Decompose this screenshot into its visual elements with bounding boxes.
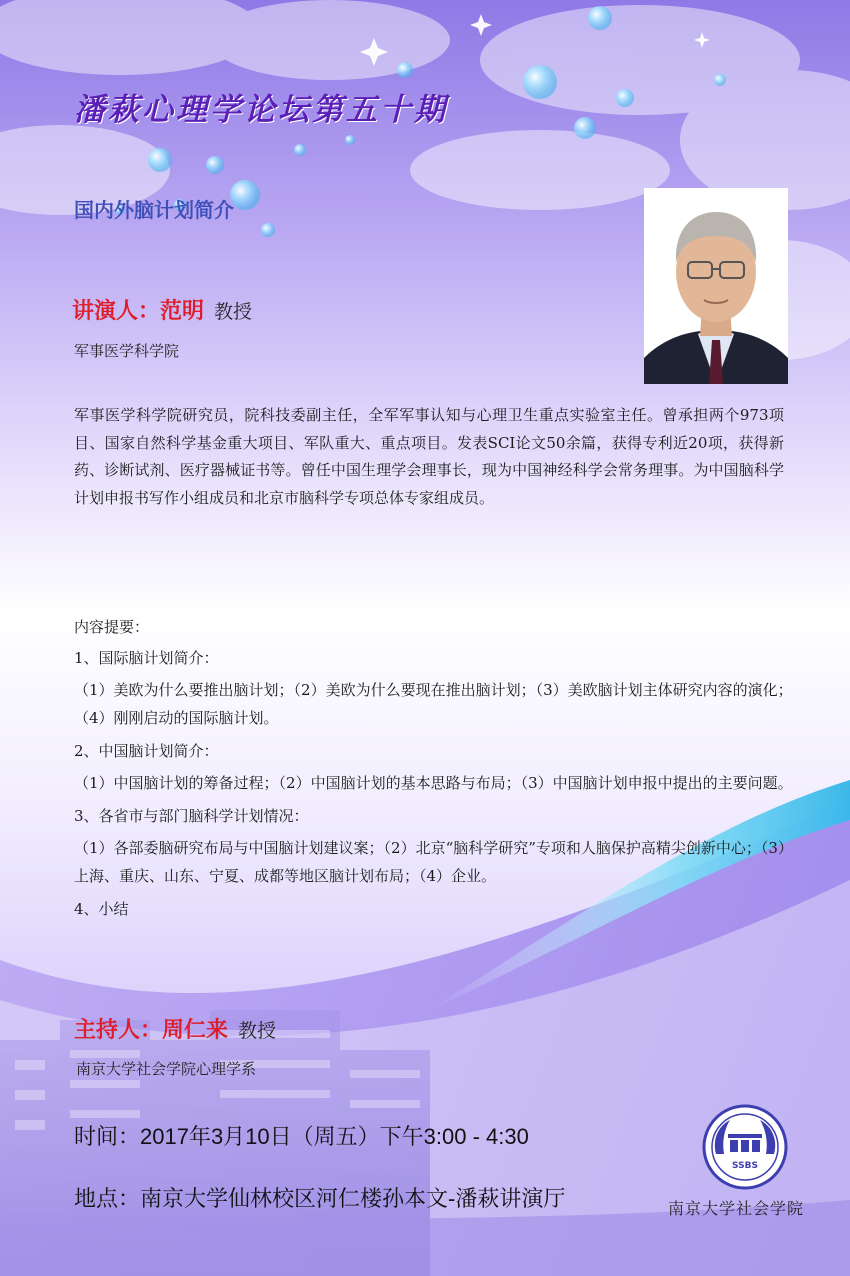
speaker-title: 教授 bbox=[214, 301, 253, 323]
host-affiliation: 南京大学社会学院心理学系 bbox=[76, 1060, 257, 1078]
outline-section-title: 4、小结 bbox=[74, 900, 129, 918]
outline-section-body: （1）各部委脑研究布局与中国脑计划建议案；（2）北京“脑科学研究”专项和人脑保护高精尖创新中心；（3）上海、重庆、山东、宁夏、成都等地区脑计划布局；（4）企业。 bbox=[74, 839, 793, 885]
event-location: 地点：南京大学仙林校区河仁楼孙本文-潘萩讲演厅 bbox=[74, 1186, 566, 1211]
school-emblem-icon bbox=[702, 1104, 788, 1190]
host-line bbox=[74, 1013, 276, 1044]
outline-heading: 内容提要： bbox=[74, 618, 150, 636]
forum-title: 潘萩心理学论坛第五十期 bbox=[74, 92, 448, 128]
speaker-label: 讲演人：范明 bbox=[72, 299, 205, 324]
outline-section-body: （1）中国脑计划的筹备过程；（2）中国脑计划的基本思路与布局；（3）中国脑计划申报中提出的主要问题。 bbox=[74, 774, 793, 792]
host-label: 主持人：周仁来 bbox=[74, 1018, 229, 1043]
outline-section-body: （1）美欧为什么要推出脑计划；（2）美欧为什么要现在推出脑计划；（3）美欧脑计划主体研究内容的演化；（4）刚刚启动的国际脑计划。 bbox=[74, 681, 793, 727]
talk-outline bbox=[74, 612, 794, 925]
outline-section-title: 2、中国脑计划简介： bbox=[74, 742, 219, 760]
speaker-line bbox=[72, 294, 252, 325]
speaker-bio: 军事医学科学院研究员，院科技委副主任，全军军事认知与心理卫生重点实验室主任。曾承担两个973项目、国家自然科学基金重大项目、军队重大、重点项目。发表SCI论文50余篇，获得专利近20项，获得新药、诊断试剂、医疗器械证书等。曾任中国生理学会理事长，现为中国神经科学会常务理事。为中国脑科学计划申报书写作小组成员和北京市脑科学专项总体专家组成员。 bbox=[74, 406, 784, 507]
logo-text: SSBS bbox=[732, 1161, 758, 1171]
speaker-photo bbox=[644, 188, 788, 384]
outline-section-title: 1、国际脑计划简介： bbox=[74, 649, 219, 667]
outline-section-title: 3、各省市与部门脑科学计划情况： bbox=[74, 807, 309, 825]
talk-title: 国内外脑计划简介 bbox=[74, 198, 234, 222]
organizer-name: 南京大学社会学院 bbox=[668, 1199, 805, 1218]
speaker-affiliation: 军事医学科学院 bbox=[74, 342, 180, 360]
event-time: 时间：2017年3月10日（周五）下午3:00 - 4:30 bbox=[74, 1124, 529, 1149]
host-title: 教授 bbox=[238, 1020, 277, 1042]
